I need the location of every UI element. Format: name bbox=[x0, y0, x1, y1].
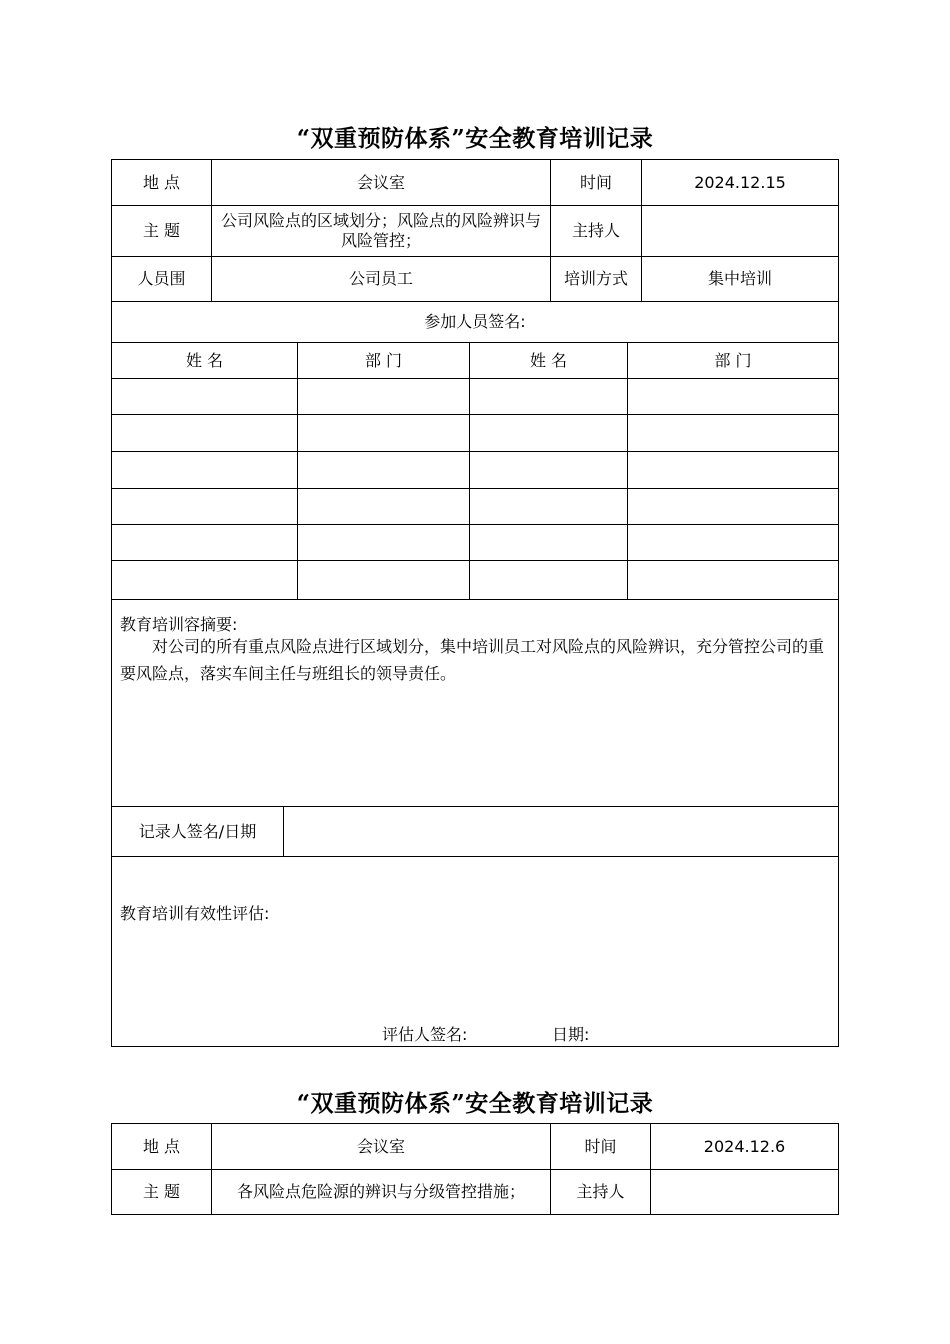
location-value: 会议室 bbox=[211, 1123, 551, 1170]
signature-cell bbox=[297, 524, 470, 561]
scope-value: 公司员工 bbox=[211, 256, 551, 302]
location-value: 会议室 bbox=[211, 159, 551, 206]
evaluation-date-label: 日期: bbox=[552, 1025, 590, 1044]
summary-text: 对公司的所有重点风险点进行区域划分，集中培训员工对风险点的风险辨识，充分管控公司的重要风险点，落实车间主任与班组长的领导责任。 bbox=[120, 637, 825, 683]
signature-cell bbox=[627, 560, 839, 600]
signature-cell bbox=[297, 560, 470, 600]
method-value: 集中培训 bbox=[641, 256, 839, 302]
signature-cell bbox=[111, 524, 298, 561]
signature-cell bbox=[111, 414, 298, 452]
signature-cell bbox=[469, 488, 628, 525]
signature-cell bbox=[627, 524, 839, 561]
topic-label: 主 题 bbox=[111, 1169, 212, 1215]
signature-cell bbox=[111, 488, 298, 525]
topic-value: 各风险点危险源的辨识与分级管控措施； bbox=[211, 1169, 551, 1215]
host-value bbox=[650, 1169, 839, 1215]
signature-cell bbox=[111, 451, 298, 489]
signature-cell bbox=[469, 378, 628, 415]
column-header-department: 部 门 bbox=[627, 342, 839, 379]
recorder-signature bbox=[283, 806, 839, 857]
host-label: 主持人 bbox=[550, 1169, 651, 1215]
participants-label: 参加人员签名: bbox=[111, 301, 839, 343]
evaluation-label: 教育培训有效性评估: bbox=[120, 904, 270, 923]
location-label: 地 点 bbox=[111, 1123, 212, 1170]
column-header-name: 姓 名 bbox=[111, 342, 298, 379]
host-value bbox=[641, 205, 839, 257]
signature-cell bbox=[297, 488, 470, 525]
signature-cell bbox=[627, 378, 839, 415]
signature-cell bbox=[111, 378, 298, 415]
recorder-label: 记录人签名/日期 bbox=[111, 806, 284, 857]
evaluation-box bbox=[111, 856, 839, 1047]
signature-cell bbox=[469, 524, 628, 561]
evaluator-signature-label: 评估人签名: bbox=[382, 1025, 468, 1044]
signature-cell bbox=[627, 414, 839, 452]
signature-cell bbox=[469, 451, 628, 489]
signature-cell bbox=[469, 414, 628, 452]
signature-cell bbox=[297, 451, 470, 489]
topic-value: 公司风险点的区域划分；风险点的风险辨识与风险管控； bbox=[211, 205, 551, 257]
location-label: 地 点 bbox=[111, 159, 212, 206]
topic-label: 主 题 bbox=[111, 205, 212, 257]
method-label: 培训方式 bbox=[550, 256, 642, 302]
host-label: 主持人 bbox=[550, 205, 642, 257]
record-title: “双重预防体系”安全教育培训记录 bbox=[296, 125, 654, 152]
signature-cell bbox=[111, 560, 298, 600]
signature-cell bbox=[627, 488, 839, 525]
signature-cell bbox=[297, 378, 470, 415]
column-header-department: 部 门 bbox=[297, 342, 470, 379]
time-label: 时间 bbox=[550, 159, 642, 206]
summary-label: 教育培训容摘要: bbox=[120, 615, 238, 634]
time-value: 2024.12.15 bbox=[641, 159, 839, 206]
time-label: 时间 bbox=[550, 1123, 651, 1170]
signature-cell bbox=[469, 560, 628, 600]
scope-label: 人员围 bbox=[111, 256, 212, 302]
record-title: “双重预防体系”安全教育培训记录 bbox=[296, 1090, 654, 1117]
signature-cell bbox=[297, 414, 470, 452]
time-value: 2024.12.6 bbox=[650, 1123, 839, 1170]
column-header-name: 姓 名 bbox=[469, 342, 628, 379]
signature-cell bbox=[627, 451, 839, 489]
